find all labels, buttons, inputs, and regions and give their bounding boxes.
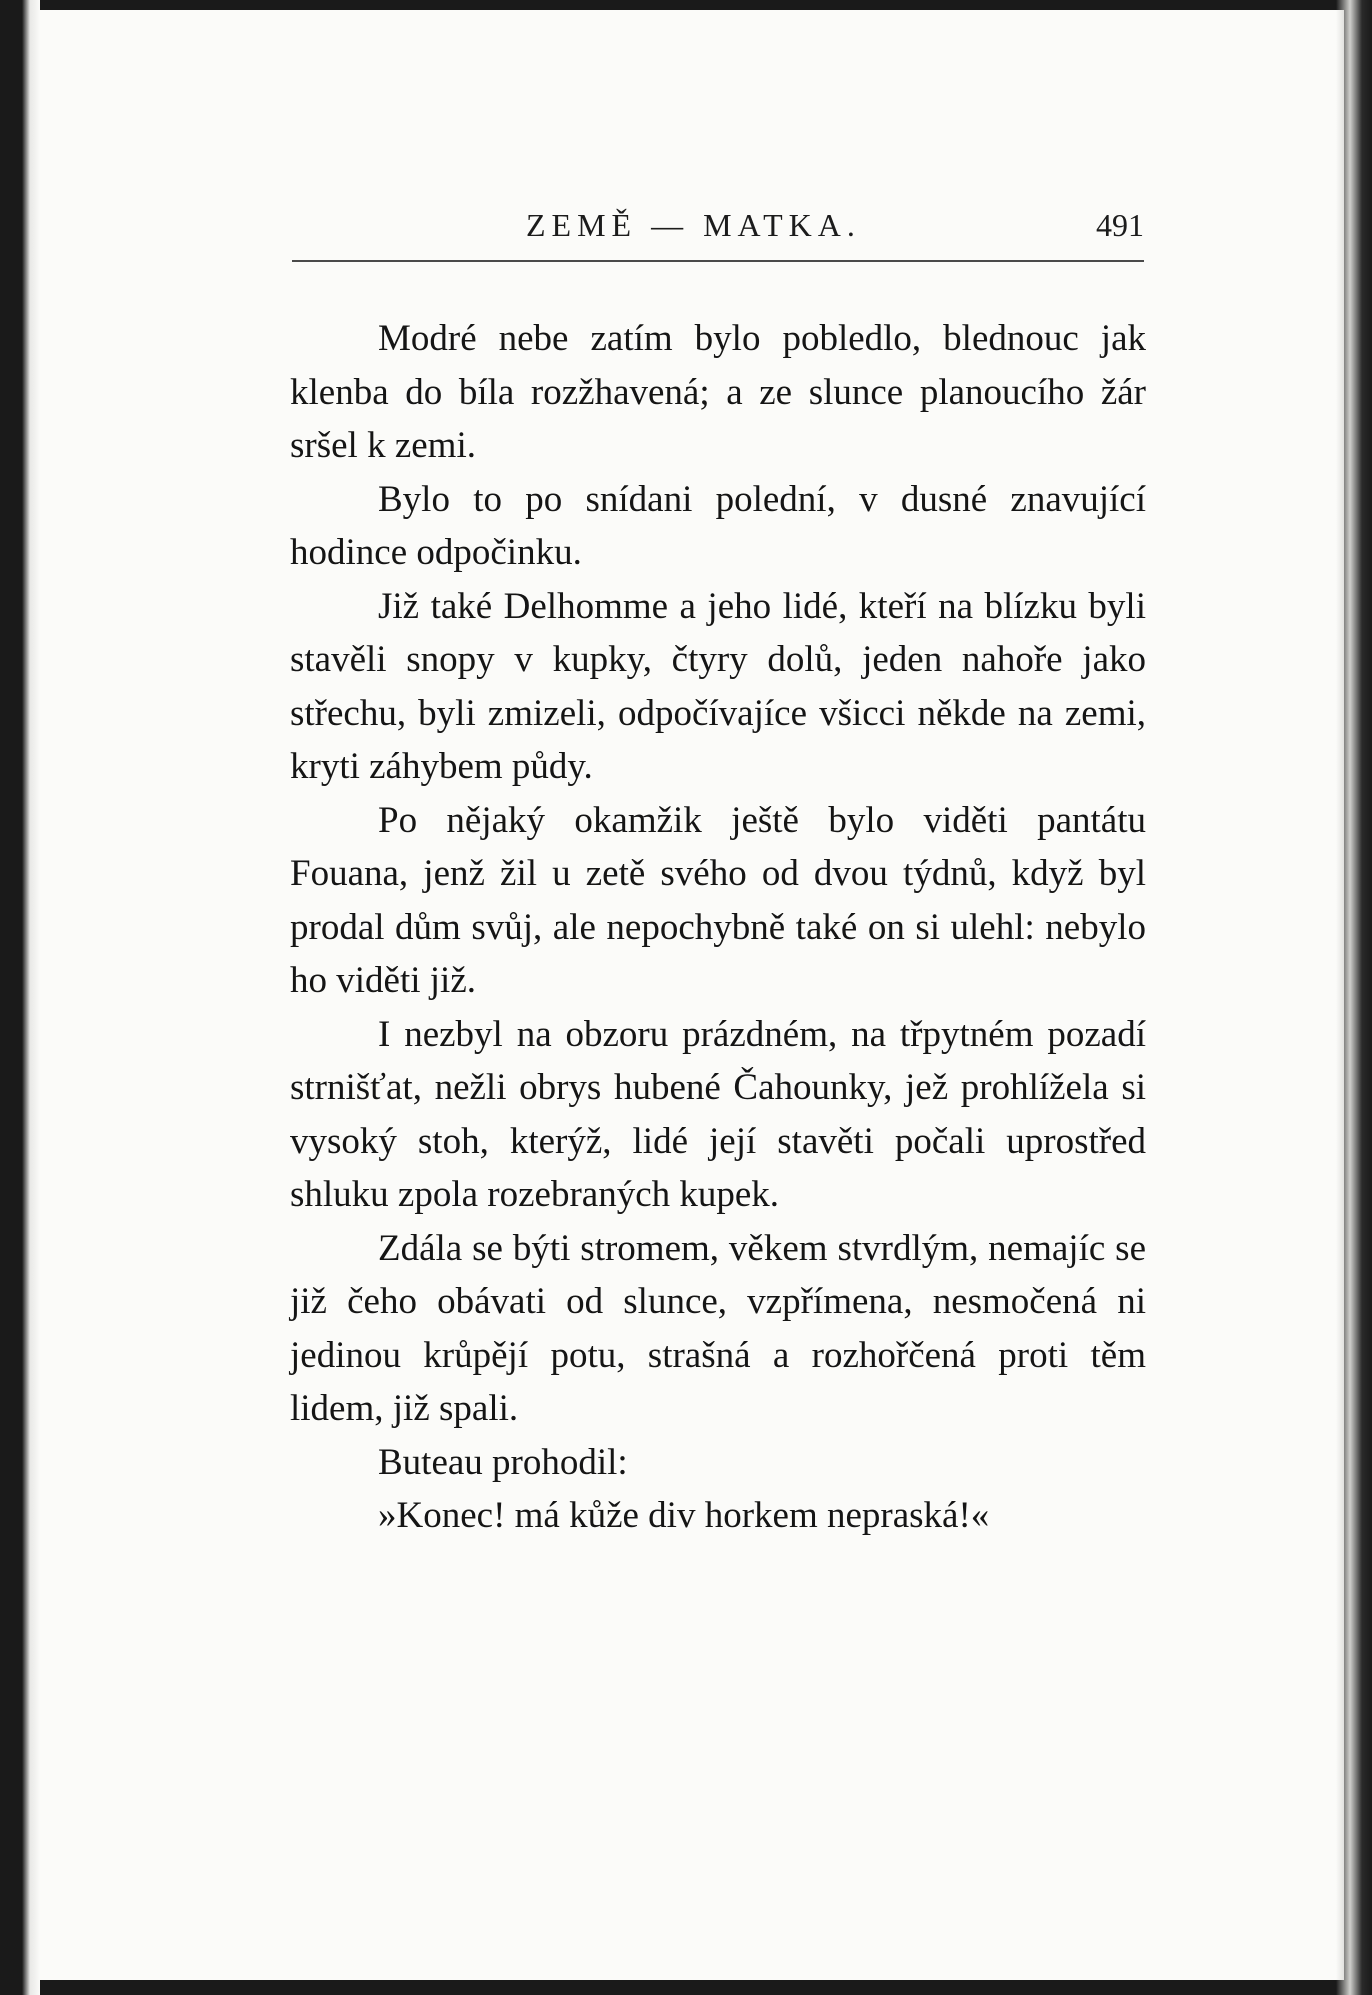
header-rule [292, 260, 1144, 262]
body-text [290, 312, 1146, 1543]
page-edge-left [0, 0, 40, 1995]
running-head: ZEMĚ — MATKA. [526, 207, 861, 243]
page-header [292, 205, 1144, 265]
paragraph: I nezbyl na obzoru prázdném, na třpytném pozadí strnišťat, nežli obrys hubené Čahounky, jež prohlížela si vysoký stoh, kterýž, lidé její stavěti počali uprostřed shluku zpola rozebraných kupek. [290, 1013, 1146, 1215]
paragraph: Modré nebe zatím bylo pobledlo, blednouc jak klenba do bíla rozžhavená; a ze slunce planoucího žár sršel k zemi. [290, 318, 1146, 466]
page-number: 491 [1096, 207, 1144, 243]
paragraph: Buteau prohodil: [378, 1441, 628, 1483]
paragraph: Již také Delhomme a jeho lidé, kteří na blízku byli stavěli snopy v kupky, čtyry dolů, jeden nahoře jako střechu, byli zmizeli, odpočívajíce všicci někde na zemi, kryti záhybem půdy. [290, 585, 1146, 787]
paragraph: Zdála se býti stromem, věkem stvrdlým, nemajíc se již čeho obávati od slunce, vzpřímena, nesmočená ni jedinou krůpějí potu, strašná a rozhořčená proti těm lidem, již spali. [290, 1227, 1146, 1429]
paragraph: »Konec! má kůže div horkem nepraská!« [378, 1495, 990, 1536]
paragraph: Po nějaký okamžik ještě bylo viděti pantátu Fouana, jenž žil u zetě svého od dvou týdnů, když byl prodal dům svůj, ale nepochybně také on si ulehl: nebylo ho viděti již. [290, 799, 1146, 1001]
paragraph: Bylo to po snídani polední, v dusné znavující hodince odpočinku. [290, 478, 1146, 573]
page-edge-right [1336, 0, 1372, 1995]
